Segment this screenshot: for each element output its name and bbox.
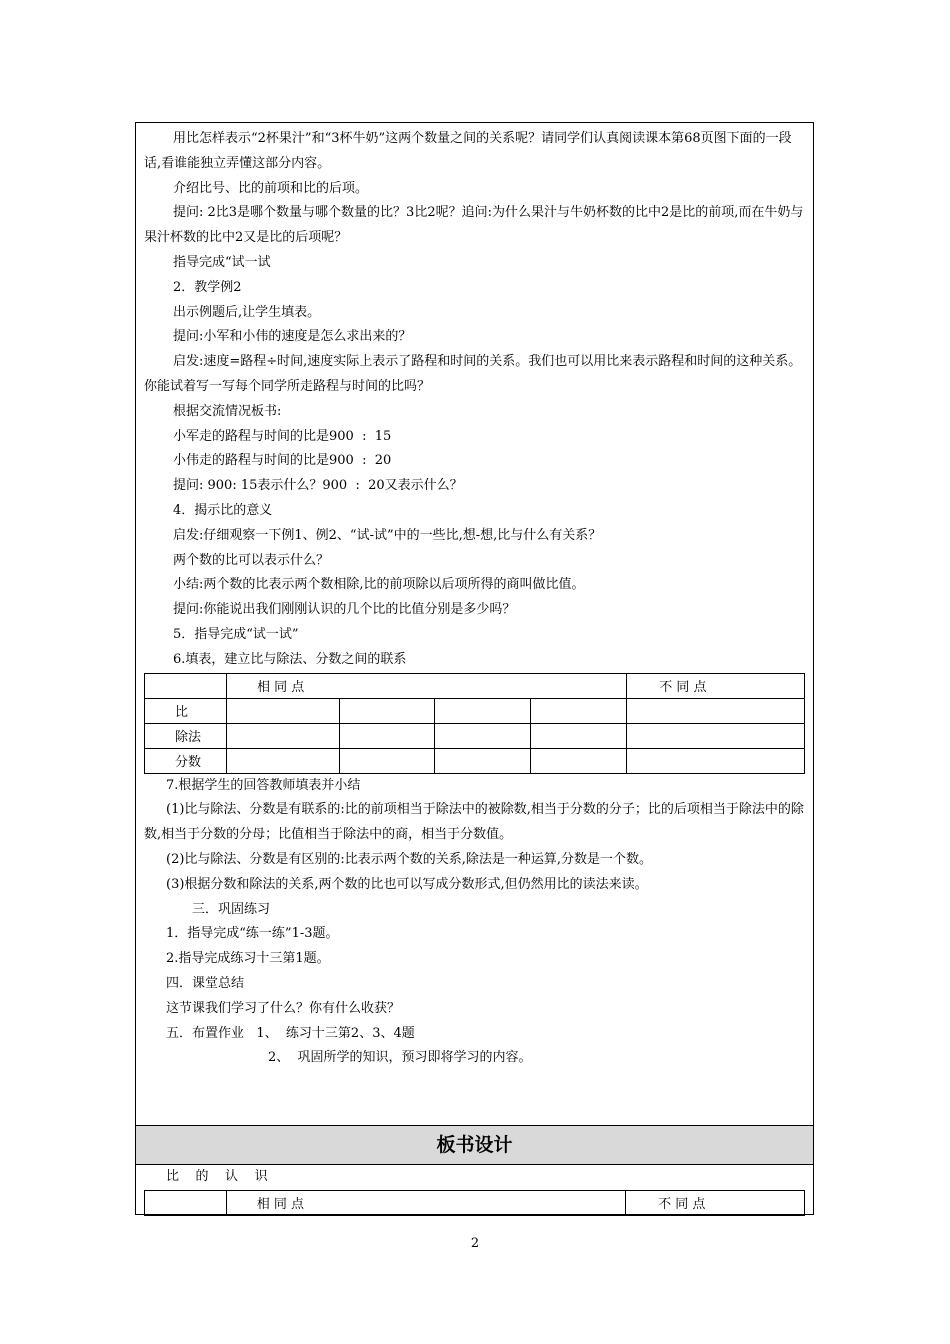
paragraph: (3)根据分数和除法的关系,两个数的比也可以写成分数形式,但仍然用比的读法来读。 [166,876,648,892]
table-row [145,748,805,773]
table-cell [145,1190,227,1215]
section-heading: 五．布置作业 1、 练习十三第2、3、4题 [166,1025,415,1041]
table-cell [531,723,627,748]
table-cell [435,698,531,723]
paragraph: 2．教学例2 [173,279,242,295]
paragraph: 7.根据学生的回答教师填表并小结 [166,777,361,793]
paragraph: (1)比与除法、分数是有联系的:比的前项相当于除法中的被除数,相当于分数的分子；比的后项相当于除法中的除数,相当于分数的分母；比值相当于除法中的商，相当于分数值。 [144,802,804,843]
paragraph: 提问:小军和小伟的速度是怎么求出来的？ [173,329,412,345]
paragraph: 5．指导完成“试一试” [173,626,299,642]
table-cell [339,748,435,773]
paragraph: 介绍比号、比的前项和比的后项。 [173,180,369,196]
paragraph: 2.指导完成练习十三第1题。 [166,951,330,967]
table-cell [227,748,340,773]
table-cell [145,673,227,698]
section-heading: 三．巩固练习 [192,901,271,917]
table-header-diff: 不 同 点 [626,1190,805,1215]
paragraph: 指导完成“试一试 [173,254,271,270]
paragraph: 这节课我们学习了什么？你有什么收获？ [166,1000,401,1016]
table-row [145,698,805,723]
paragraph: 小伟走的路程与时间的比是900 : 20 [173,453,392,469]
table-row [145,1190,805,1215]
paragraph: 启发:仔细观察一下例1、例2、“试-试”中的一些比,想-想,比与什么有关系？ [173,527,602,543]
table-cell [339,723,435,748]
table-header-diff: 不 同 点 [627,673,805,698]
board-design-heading: 板书设计 [136,1125,813,1165]
paragraph: 1．指导完成“练一练”1-3题。 [166,926,339,942]
paragraph: 2、 巩固所学的知识，预习即将学习的内容。 [268,1050,532,1066]
table-header-same: 相 同 点 [227,673,627,698]
paragraph: 6.填表，建立比与除法、分数之间的联系 [173,651,407,667]
table-cell [227,723,340,748]
row-label: 分数 [145,748,227,773]
table-cell [627,698,805,723]
table-cell [435,748,531,773]
paragraph: 小结:两个数的比表示两个数相除,比的前项除以后项所得的商叫做比值。 [173,577,585,593]
row-label: 除法 [145,723,227,748]
lesson-content [144,127,805,1071]
board-table [144,1190,805,1216]
paragraph: 提问: 2比3是哪个数量与哪个数量的比？3比2呢？追问:为什么果汁与牛奶杯数的比中2是比的前项,而在牛奶与果汁杯数的比中2又是比的后项呢？ [144,205,804,246]
paragraph: 启发:速度=路程÷时间,速度实际上表示了路程和时间的关系。我们也可以用比来表示路程和时间的这种关系。你能试着写一写每个同学所走路程与时间的比吗？ [144,354,802,394]
table-header-same: 相 同 点 [226,1190,625,1215]
board-subtitle: 比 的 认 识 [166,1169,268,1184]
table-cell [531,698,627,723]
lesson-frame [135,122,814,1215]
paragraph: 4．揭示比的意义 [173,502,273,518]
paragraph: (2)比与除法、分数是有区别的:比表示两个数的关系,除法是一种运算,分数是一个数。 [166,851,653,867]
table-cell [339,698,435,723]
table-row [145,673,805,698]
comparison-table [144,673,805,774]
table-cell [227,698,340,723]
page-number: 2 [470,1236,480,1251]
table-cell [627,748,805,773]
paragraph: 用比怎样表示“2杯果汁”和“3杯牛奶”这两个数量之间的关系呢？请同学们认真阅读课本第68页图下面的一段话,看谁能独立弄懂这部分内容。 [144,131,792,171]
section-heading: 四．课堂总结 [166,975,245,991]
paragraph: 根据交流情况板书: [173,403,282,419]
paragraph: 出示例题后,让学生填表。 [173,304,321,320]
table-cell [627,723,805,748]
table-cell [531,748,627,773]
row-label: 比 [145,698,227,723]
paragraph: 提问: 900: 15表示什么？900 : 20又表示什么？ [173,478,463,494]
table-cell [435,723,531,748]
board-design-section [144,1165,805,1216]
paragraph: 提问:你能说出我们刚刚认识的几个比的比值分别是多少吗？ [173,602,516,618]
table-row [145,723,805,748]
paragraph: 小军走的路程与时间的比是900 : 15 [173,428,392,444]
paragraph: 两个数的比可以表示什么？ [173,552,330,568]
